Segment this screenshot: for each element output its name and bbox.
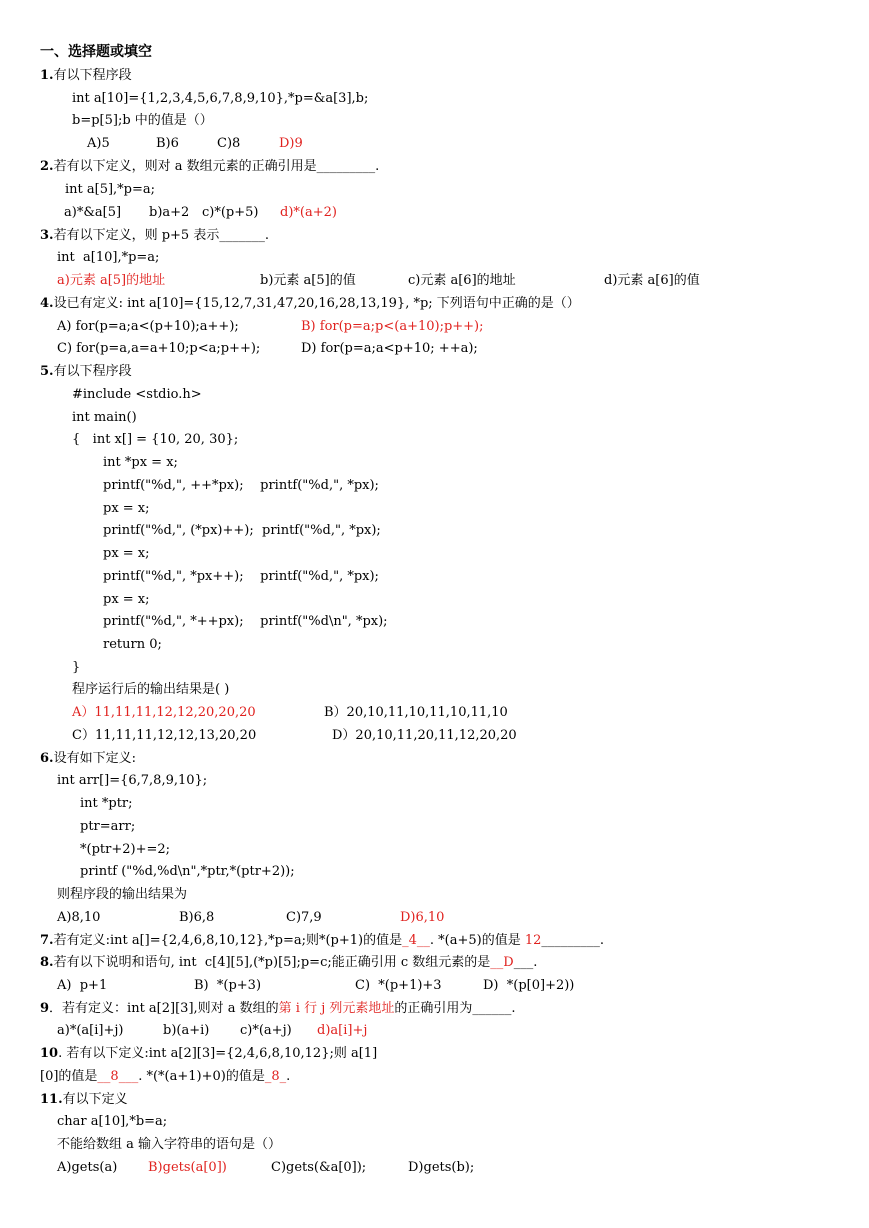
option-b: B)6,8 bbox=[179, 910, 215, 925]
option-b: B) *(p+3) bbox=[194, 978, 262, 993]
question-8: 8.若有以下说明和语句, int c[4][5],(*p)[5];p=c;能正确引用 c 数组元素的是__D___. bbox=[40, 955, 538, 970]
question-4-title bbox=[40, 294, 580, 314]
question-11-code: char a[10],*b=a; bbox=[57, 1114, 168, 1129]
question-7: 7.若有定义:int a[]={2,4,6,8,10,12},*p=a;则*(p+1)的值是_4__. *(a+5)的值是 12_________. bbox=[40, 933, 605, 948]
answer-blank: __D bbox=[490, 955, 514, 970]
question-number: 4. bbox=[40, 296, 54, 311]
option-b: B)6 bbox=[156, 136, 179, 151]
code-line: int *ptr; bbox=[80, 796, 133, 811]
option-b-answer: B)gets(a[0]) bbox=[148, 1160, 227, 1175]
code-line: int main() bbox=[72, 410, 137, 425]
question-number: 10 bbox=[40, 1046, 59, 1061]
question-number: 2. bbox=[40, 159, 54, 174]
code-line: int arr[]={6,7,8,9,10}; bbox=[57, 773, 208, 788]
question-text: 设有如下定义: bbox=[53, 751, 136, 766]
option-c: C) for(p=a,a=a+10;p<a;p++); bbox=[57, 341, 261, 356]
option-a: a)*(a[i]+j) bbox=[57, 1023, 124, 1038]
answer-blank: 12 bbox=[524, 933, 542, 948]
option-a-answer: a)元素 a[5]的地址 bbox=[57, 273, 166, 288]
option-d: D）20,10,11,20,11,12,20,20 bbox=[332, 728, 517, 743]
code-line: px = x; bbox=[103, 501, 150, 516]
option-a: a)*&a[5] bbox=[64, 205, 122, 220]
option-c: C) *(p+1)+3 bbox=[355, 978, 442, 993]
option-c: C)gets(&a[0]); bbox=[271, 1160, 367, 1175]
question-1-code: b=p[5];b 中的值是（） bbox=[72, 113, 213, 128]
option-b: B）20,10,11,10,11,10,11,10 bbox=[324, 705, 508, 720]
code-line: px = x; bbox=[103, 546, 150, 561]
question-10 bbox=[40, 1044, 377, 1064]
answer-blank: _8_ bbox=[264, 1069, 287, 1084]
option-d: D) *(p[0]+2)) bbox=[483, 978, 575, 993]
option-a: A) p+1 bbox=[57, 978, 108, 993]
code-line: printf ("%d,%d\n",*ptr,*(ptr+2)); bbox=[80, 864, 295, 879]
question-text: ．若有定义：int a[2][3],则对 a 数组的 bbox=[49, 1001, 279, 1016]
option-a: A)5 bbox=[87, 136, 110, 151]
code-line: printf("%d,", (*px)++); printf("%d,", *px); bbox=[103, 523, 381, 538]
question-text: . 若有以下定义:int a[2][3]={2,4,6,8,10,12};则 a[1] bbox=[58, 1046, 378, 1061]
question-number: 6. bbox=[40, 751, 54, 766]
code-line: return 0; bbox=[103, 637, 162, 652]
code-line: printf("%d,", ++*px); printf("%d,", *px); bbox=[103, 478, 379, 493]
question-text: . *(*(a+1)+0)的值是 bbox=[138, 1069, 265, 1084]
blank-line: ___ bbox=[513, 955, 534, 970]
question-text: 有以下定义 bbox=[62, 1092, 128, 1107]
question-text: 的正确引用为______. bbox=[394, 1001, 516, 1016]
question-text: 有以下程序段 bbox=[53, 364, 132, 379]
section-title: 一、选择题或填空 bbox=[40, 44, 152, 60]
question-1-code: int a[10]={1,2,3,4,5,6,7,8,9,10},*p=&a[3],b; bbox=[72, 91, 369, 106]
question-3-title bbox=[40, 226, 269, 246]
question-text: [0]的值是 bbox=[40, 1069, 98, 1084]
option-c: c)*(a+j) bbox=[240, 1023, 292, 1038]
question-number: 7. bbox=[40, 933, 54, 948]
option-c: C)7,9 bbox=[286, 910, 322, 925]
option-d-answer: D)6,10 bbox=[400, 910, 445, 925]
code-line: #include <stdio.h> bbox=[72, 387, 202, 402]
option-d: D)gets(b); bbox=[408, 1160, 475, 1175]
option-c: C）11,11,11,12,12,13,20,20 bbox=[72, 728, 257, 743]
question-number: 3. bbox=[40, 228, 54, 243]
question-5-prompt: 程序运行后的输出结果是( ) bbox=[72, 682, 230, 697]
question-11-prompt: 不能给数组 a 输入字符串的语句是（） bbox=[57, 1137, 282, 1152]
option-b: b)元素 a[5]的值 bbox=[260, 273, 356, 288]
highlighted-text: 第 i 行 j 列元素地址 bbox=[278, 1001, 395, 1016]
code-line: { int x[] = {10, 20, 30}; bbox=[72, 432, 239, 447]
answer-blank: _4__ bbox=[402, 933, 430, 948]
question-11-title bbox=[40, 1090, 128, 1110]
question-9 bbox=[40, 999, 516, 1019]
question-text: 若有以下定义，则对 a 数组元素的正确引用是_________. bbox=[53, 159, 380, 174]
code-line: printf("%d,", *++px); printf("%d\n", *px); bbox=[103, 614, 388, 629]
question-text: 若有以下说明和语句, int c[4][5],(*p)[5];p=c;能正确引用 c 数组元素的是 bbox=[53, 955, 491, 970]
question-text: . *(a+5)的值是 bbox=[429, 933, 525, 948]
option-b: b)(a+i) bbox=[163, 1023, 210, 1038]
question-5-title bbox=[40, 362, 132, 382]
option-a: A) for(p=a;a<(p+10);a++); bbox=[57, 319, 239, 334]
option-d: D) for(p=a;a<p+10; ++a); bbox=[301, 341, 478, 356]
question-text: 若有定义:int a[]={2,4,6,8,10,12},*p=a;则*(p+1)的值是 bbox=[53, 933, 403, 948]
option-b-answer: B) for(p=a;p<(a+10);p++); bbox=[301, 319, 484, 334]
question-text: 设已有定义: int a[10]={15,12,7,31,47,20,16,28,13,19}, *p; 下列语句中正确的是（） bbox=[53, 296, 580, 311]
answer-blank: __8___ bbox=[97, 1069, 139, 1084]
option-b: b)a+2 bbox=[149, 205, 190, 220]
code-line: int *px = x; bbox=[103, 455, 178, 470]
question-text: 有以下程序段 bbox=[53, 68, 132, 83]
question-2-code: int a[5],*p=a; bbox=[65, 182, 156, 197]
option-d-answer: d)a[i]+j bbox=[317, 1023, 368, 1038]
option-d: d)元素 a[6]的值 bbox=[604, 273, 700, 288]
question-6-title bbox=[40, 749, 136, 769]
option-a: A)gets(a) bbox=[57, 1160, 118, 1175]
option-a: A)8,10 bbox=[57, 910, 101, 925]
question-2-title bbox=[40, 157, 379, 177]
option-d-answer: d)*(a+2) bbox=[280, 205, 337, 220]
question-3-code: int a[10],*p=a; bbox=[57, 250, 160, 265]
code-line: px = x; bbox=[103, 592, 150, 607]
option-d-answer: D)9 bbox=[279, 136, 303, 151]
question-number: 11. bbox=[40, 1092, 63, 1107]
code-line: printf("%d,", *px++); printf("%d,", *px); bbox=[103, 569, 379, 584]
option-c: c)*(p+5) bbox=[202, 205, 259, 220]
question-text: 若有以下定义，则 p+5 表示_______. bbox=[53, 228, 269, 243]
option-c: C)8 bbox=[217, 136, 241, 151]
question-number: 5. bbox=[40, 364, 54, 379]
blank-line: _________ bbox=[541, 933, 600, 948]
option-a-answer: A）11,11,11,12,12,20,20,20 bbox=[72, 705, 256, 720]
question-6-prompt: 则程序段的输出结果为 bbox=[57, 887, 188, 902]
code-line: ptr=arr; bbox=[80, 819, 136, 834]
code-line: *(ptr+2)+=2; bbox=[80, 842, 171, 857]
question-number: 9 bbox=[40, 1001, 50, 1016]
question-1-title bbox=[40, 66, 132, 86]
question-number: 1. bbox=[40, 68, 54, 83]
question-number: 8. bbox=[40, 955, 54, 970]
option-c: c)元素 a[6]的地址 bbox=[408, 273, 516, 288]
question-10-cont: [0]的值是__8___. *(*(a+1)+0)的值是_8_. bbox=[40, 1069, 291, 1084]
code-line: } bbox=[72, 660, 81, 675]
